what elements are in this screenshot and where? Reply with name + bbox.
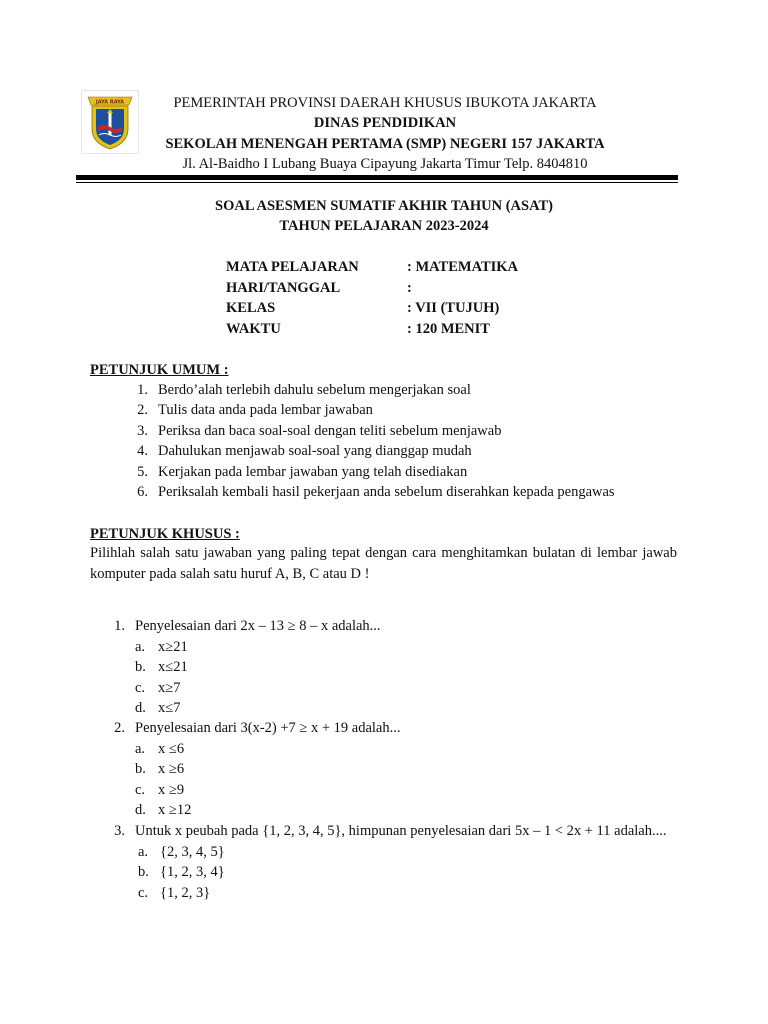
- list-number: 2.: [137, 402, 148, 419]
- info-label: WAKTU: [226, 320, 281, 337]
- answer-option: [110, 637, 677, 658]
- answer-option: [110, 842, 677, 863]
- info-label: HARI/TANGGAL: [226, 279, 341, 296]
- option-letter: b.: [138, 864, 149, 880]
- answer-option: [110, 698, 677, 719]
- emblem-motto: JAYA RAYA: [95, 99, 125, 106]
- answer-option: [110, 862, 677, 883]
- list-number: 5.: [137, 463, 148, 480]
- info-value: : VII (TUJUH): [407, 300, 500, 316]
- info-label: KELAS: [226, 300, 276, 316]
- question-2: [110, 718, 677, 821]
- option-text: x≥21: [158, 638, 188, 655]
- government-name: PEMERINTAH PROVINSI DAERAH KHUSUS IBUKOTA JAKARTA: [173, 95, 597, 111]
- option-text: x ≥12: [158, 802, 192, 818]
- question-text: Penyelesaian dari 3(x-2) +7 ≥ x + 19 adalah...: [135, 720, 401, 736]
- list-text: Kerjakan pada lembar jawaban yang telah disediakan: [158, 463, 468, 480]
- option-letter: c.: [138, 884, 149, 901]
- question-3: [110, 821, 677, 903]
- list-text: Tulis data anda pada lembar jawaban: [158, 402, 373, 419]
- answer-option: [110, 780, 677, 801]
- list-number: 3.: [137, 422, 148, 439]
- option-text: x≤7: [158, 700, 181, 716]
- question-number: 1.: [114, 618, 125, 634]
- option-letter: c.: [135, 781, 146, 798]
- answer-option: [110, 800, 677, 821]
- question-number: 2.: [114, 720, 125, 736]
- option-letter: a.: [135, 740, 146, 757]
- letterhead-divider-thin: [76, 182, 678, 183]
- special-instructions-heading: PETUNJUK KHUSUS :: [90, 526, 240, 542]
- option-letter: a.: [138, 843, 149, 860]
- option-text: x ≤6: [158, 740, 185, 757]
- list-text: Berdo’alah terlebih dahulu sebelum mengerjakan soal: [158, 382, 471, 398]
- answer-option: [110, 759, 677, 780]
- question-number: 3.: [114, 823, 125, 839]
- option-text: {2, 3, 4, 5}: [160, 843, 225, 860]
- general-instructions-heading: PETUNJUK UMUM :: [90, 362, 229, 378]
- option-letter: a.: [135, 638, 146, 655]
- list-number: 4.: [137, 443, 148, 460]
- answer-option: [110, 739, 677, 760]
- list-number: 6.: [137, 483, 148, 500]
- emblem-icon: [82, 91, 138, 153]
- exam-title: SOAL ASESMEN SUMATIF AKHIR TAHUN (ASAT): [215, 198, 553, 214]
- answer-option: [110, 678, 677, 699]
- school-name: SEKOLAH MENENGAH PERTAMA (SMP) NEGERI 157 JAKARTA: [165, 136, 605, 152]
- question-text: Penyelesaian dari 2x – 13 ≥ 8 – x adalah...: [135, 618, 381, 634]
- option-text: x≤21: [158, 659, 188, 675]
- answer-option: [110, 883, 677, 904]
- option-letter: d.: [135, 802, 146, 818]
- question-text: Untuk x peubah pada {1, 2, 3, 4, 5}, himpunan penyelesaian dari 5x – 1 < 2x + 11 adalah....: [135, 823, 667, 839]
- option-text: {1, 2, 3}: [160, 884, 211, 901]
- jakarta-emblem-logo: [81, 90, 139, 154]
- option-text: {1, 2, 3, 4}: [160, 864, 225, 880]
- option-text: x ≥9: [158, 781, 185, 798]
- letterhead-divider-thick: [76, 175, 678, 180]
- info-value: : MATEMATIKA: [407, 259, 519, 275]
- info-value: : 120 MENIT: [407, 320, 490, 337]
- info-value: :: [407, 279, 412, 296]
- list-text: Periksalah kembali hasil pekerjaan anda sebelum diserahkan kepada pengawas: [158, 483, 615, 500]
- question-1: [110, 616, 677, 719]
- option-letter: d.: [135, 700, 146, 716]
- option-letter: b.: [135, 659, 146, 675]
- academic-year: TAHUN PELAJARAN 2023-2024: [279, 218, 489, 234]
- list-number: 1.: [137, 382, 148, 398]
- special-instructions-text: Pilihlah salah satu jawaban yang paling tepat dengan cara menghitamkan bulatan di lembar jawab komputer pada salah satu huruf A, B, C atau D !: [90, 545, 677, 582]
- option-text: x≥7: [158, 679, 181, 696]
- answer-option: [110, 657, 677, 678]
- option-text: x ≥6: [158, 761, 185, 777]
- school-address: Jl. Al-Baidho I Lubang Buaya Cipayung Jakarta Timur Telp. 8404810: [182, 156, 588, 172]
- option-letter: c.: [135, 679, 146, 696]
- option-letter: b.: [135, 761, 146, 777]
- info-label: MATA PELAJARAN: [226, 259, 359, 275]
- list-text: Periksa dan baca soal-soal dengan teliti sebelum menjawab: [158, 422, 502, 439]
- department-name: DINAS PENDIDIKAN: [313, 115, 457, 131]
- list-text: Dahulukan menjawab soal-soal yang dianggap mudah: [158, 443, 472, 460]
